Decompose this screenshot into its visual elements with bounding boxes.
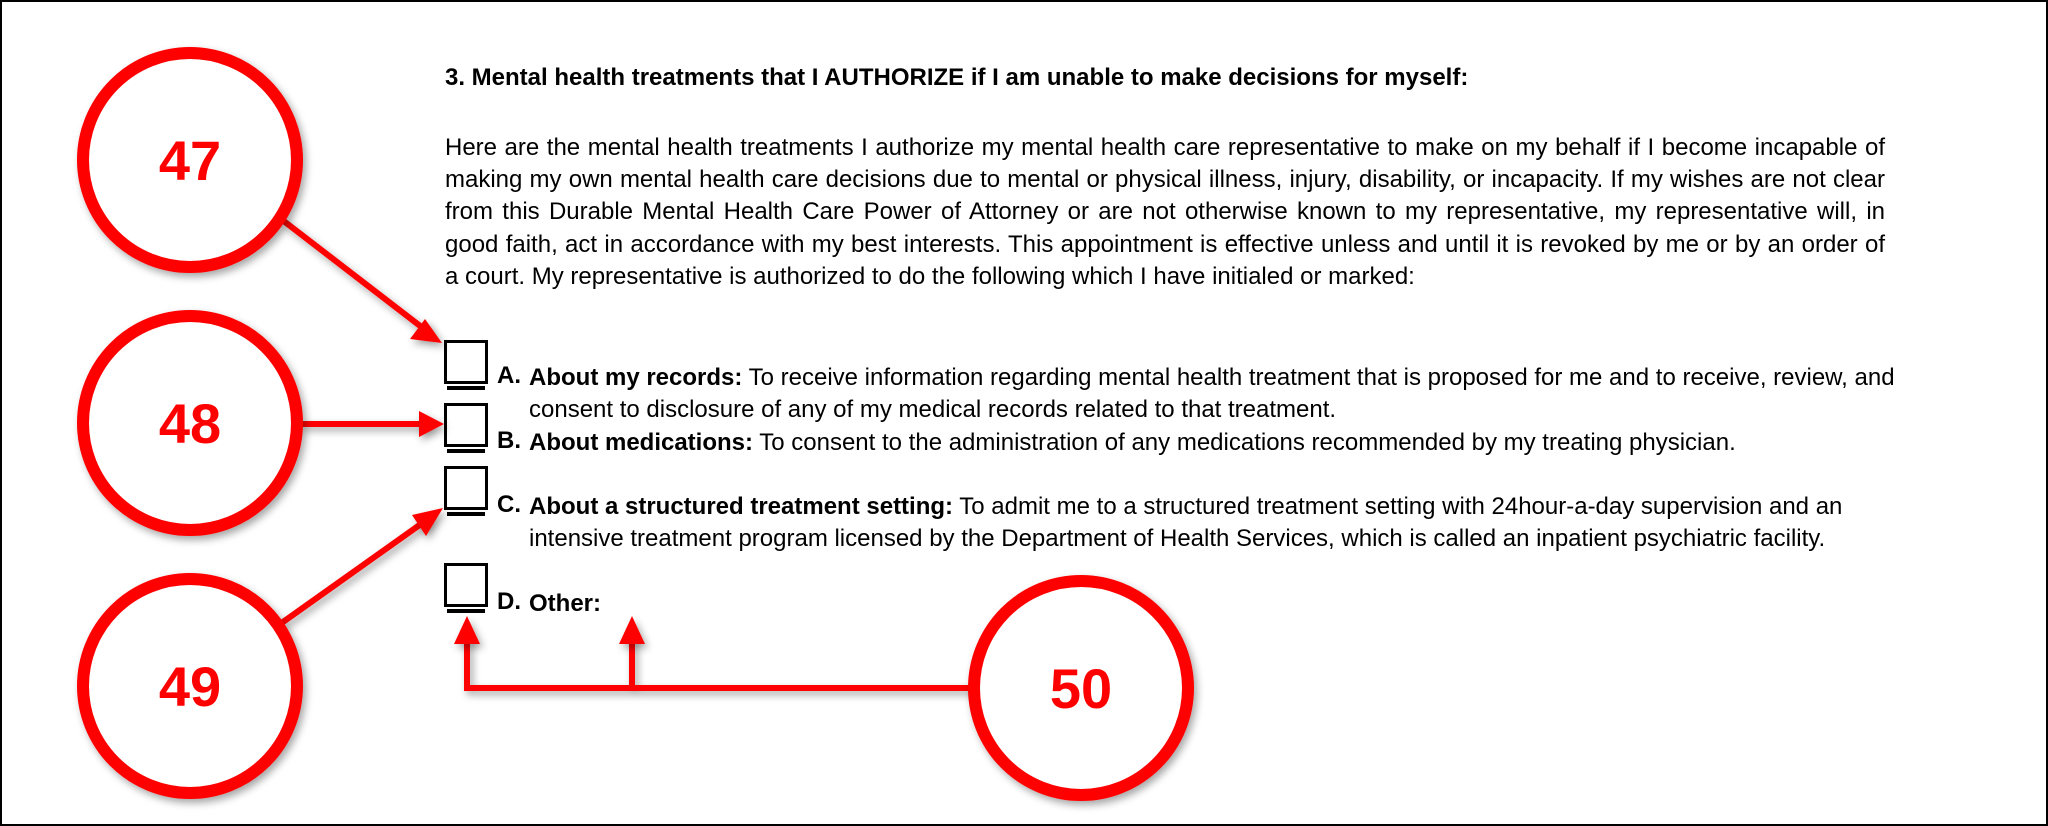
arrow-47-line — [285, 222, 428, 332]
arrow-head-icon — [454, 616, 480, 644]
item-letter-c: C. — [497, 491, 521, 518]
item-letter-a: A. — [497, 362, 521, 389]
item-letter-d: D. — [497, 588, 521, 615]
item-d-title: Other: — [529, 590, 601, 617]
section-heading: 3. Mental health treatments that I AUTHORIZE if I am unable to make decisions for myself: — [445, 64, 1469, 91]
arrow-head-icon — [419, 411, 444, 437]
callout-number-47: 47 — [158, 129, 222, 192]
item-b-title: About medications: — [529, 429, 754, 456]
callout-number-50: 50 — [1049, 657, 1113, 720]
item-c-text: To admit me to a structured treatment setting with 24hour-a-day supervision and an intensive treatment program licensed by the Department of Health Services, which is called an inpatient psychiatric facility. — [529, 493, 1843, 553]
arrow-head-icon — [412, 508, 443, 536]
item-b-text: To consent to the administration of any medications recommended by my treating physician. — [759, 429, 1736, 456]
item-c-title: About a structured treatment setting: — [529, 493, 954, 520]
arrow-50-connector-a — [467, 640, 978, 688]
callout-number-48: 48 — [158, 392, 222, 455]
section-intro: Here are the mental health treatments I authorize my mental health care representative to make on my behalf if I become incapable of making my own mental health care decisions due to mental or physical illness, injury, disability, or incapacity. If my wishes are not clear from this Durable Mental Health Care Power of Attorney or are not otherwise known to my representative, my representative will, in good faith, act in accordance with my best interests. This appointment is effective unless and until it is revoked by me or by an order of a court. My representative is authorized to do the following which I have initialed or marked: — [445, 134, 1885, 290]
arrow-49-line — [283, 519, 428, 622]
item-letter-b: B. — [497, 427, 521, 454]
arrow-head-icon — [619, 616, 645, 644]
callout-number-49: 49 — [158, 655, 222, 718]
item-a-title: About my records: — [529, 364, 743, 391]
item-a-text: To receive information regarding mental health treatment that is proposed for me and to receive, review, and consent to disclosure of any of my medical records related to that treatment. — [529, 364, 1895, 424]
